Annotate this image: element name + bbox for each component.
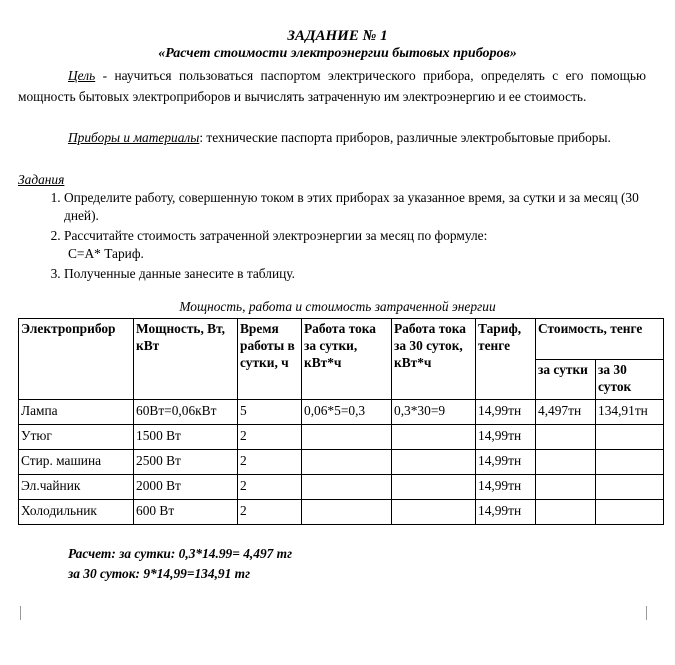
task-item: 1. Определите работу, совершенную током в этих приборах за указанное время, за сутки и за месяц (30 дней). xyxy=(64,189,672,225)
task-item: 3. Полученные данные занесите в таблицу. xyxy=(64,265,672,283)
cell-time: 2 xyxy=(238,500,302,525)
table-row xyxy=(19,425,664,450)
table-row xyxy=(19,450,664,475)
cell-cost-day: 4,497тн xyxy=(536,400,596,425)
data-table xyxy=(18,318,664,525)
cell-cost-day xyxy=(536,500,596,525)
cell-device: Утюг xyxy=(19,425,134,450)
calculation-line-2: за 30 суток: 9*14,99=134,91 тг xyxy=(68,566,251,581)
goal-text: - научиться пользоваться паспортом электрического прибора, определять с его помощью мощность бытовых электроприборов и вычислять затраченную им электроэнергию и ее стоимость. xyxy=(18,68,646,104)
cell-tariff: 14,99тн xyxy=(476,500,536,525)
cell-time: 2 xyxy=(238,425,302,450)
cell-power: 60Вт=0,06кВт xyxy=(134,400,238,425)
header-time: Время работы в сутки, ч xyxy=(238,319,302,400)
cell-device: Стир. машина xyxy=(19,450,134,475)
header-cost-day: за сутки xyxy=(536,360,596,400)
page-title: ЗАДАНИЕ № 1 xyxy=(287,28,388,44)
header-work-month: Работа тока за 30 суток, кВт*ч xyxy=(392,319,476,400)
header-cost-month: за 30 суток xyxy=(596,360,664,400)
materials-paragraph xyxy=(18,128,646,149)
calculation-line-1: Расчет: за сутки: 0,3*14.99= 4,497 тг xyxy=(68,546,293,561)
cell-cost-month xyxy=(596,425,664,450)
cell-work-month xyxy=(392,475,476,500)
table-row xyxy=(19,500,664,525)
cell-device: Эл.чайник xyxy=(19,475,134,500)
cell-work-month xyxy=(392,450,476,475)
cell-power: 600 Вт xyxy=(134,500,238,525)
cell-work-day xyxy=(302,475,392,500)
goal-paragraph xyxy=(18,66,646,107)
materials-label: Приборы и материалы xyxy=(68,130,200,145)
cell-work-day xyxy=(302,450,392,475)
cell-tariff: 14,99тн xyxy=(476,400,536,425)
cell-device: Лампа xyxy=(19,400,134,425)
page-subtitle: «Расчет стоимости электроэнергии бытовых приборов» xyxy=(158,46,517,61)
table-header-row xyxy=(19,319,664,360)
table-row xyxy=(19,475,664,500)
tasks-list xyxy=(38,189,672,285)
cell-device: Холодильник xyxy=(19,500,134,525)
cell-cost-day xyxy=(536,425,596,450)
table-row xyxy=(19,400,664,425)
goal-label: Цель xyxy=(68,68,96,83)
cell-work-day xyxy=(302,425,392,450)
cell-cost-month xyxy=(596,500,664,525)
cell-power: 2500 Вт xyxy=(134,450,238,475)
cell-time: 5 xyxy=(238,400,302,425)
header-cost: Стоимость, тенге xyxy=(536,319,664,360)
cell-cost-month xyxy=(596,450,664,475)
formula: С=А* Тариф. xyxy=(68,246,144,261)
margin-mark-right xyxy=(646,606,661,620)
table-caption: Мощность, работа и стоимость затраченной энергии xyxy=(179,299,496,314)
header-work-day: Работа тока за сутки, кВт*ч xyxy=(302,319,392,400)
cell-tariff: 14,99тн xyxy=(476,450,536,475)
cell-work-month xyxy=(392,425,476,450)
cell-cost-day xyxy=(536,450,596,475)
tasks-heading: Задания xyxy=(18,172,65,187)
cell-power: 2000 Вт xyxy=(134,475,238,500)
cell-tariff: 14,99тн xyxy=(476,425,536,450)
cell-time: 2 xyxy=(238,475,302,500)
cell-work-day: 0,06*5=0,3 xyxy=(302,400,392,425)
cell-cost-day xyxy=(536,475,596,500)
header-tariff: Тариф, тенге xyxy=(476,319,536,400)
materials-text: : технические паспорта приборов, различные электробытовые приборы. xyxy=(199,130,611,145)
cell-work-month: 0,3*30=9 xyxy=(392,400,476,425)
cell-work-month xyxy=(392,500,476,525)
task-item: 2. Рассчитайте стоимость затраченной электроэнергии за месяц по формуле: С=А* Тариф. xyxy=(64,227,672,263)
cell-cost-month xyxy=(596,475,664,500)
cell-power: 1500 Вт xyxy=(134,425,238,450)
header-power: Мощность, Вт, кВт xyxy=(134,319,238,400)
header-device: Электроприбор xyxy=(19,319,134,400)
cell-cost-month: 134,91тн xyxy=(596,400,664,425)
cell-tariff: 14,99тн xyxy=(476,475,536,500)
cell-work-day xyxy=(302,500,392,525)
cell-time: 2 xyxy=(238,450,302,475)
